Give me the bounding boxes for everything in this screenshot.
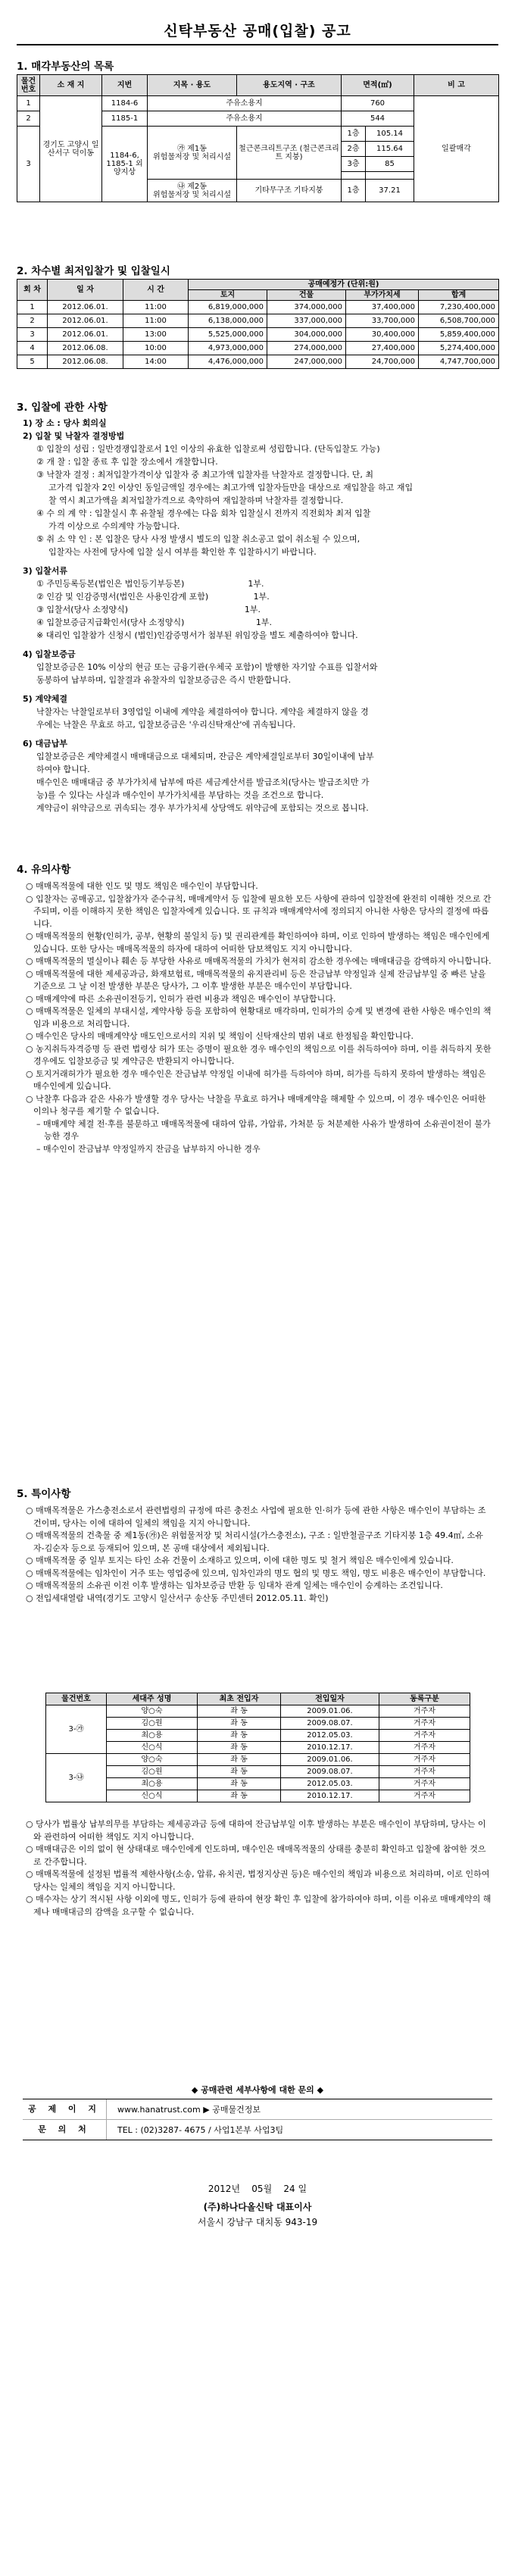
text-line: 3) 입찰서류 — [23, 566, 68, 576]
list-item: ○ 낙찰후 다음과 같은 사유가 발생할 경우 당사는 낙찰을 무효로 하거나 매매계약을 해제할 수 있으며, 이 경우 매수인은 어떠한 이의나 청구를 제기할 수 없습니다. — [26, 1093, 486, 1116]
section2-heading: 2. 차수별 최저입찰가 및 입찰일시 — [17, 265, 170, 277]
table-cell: 2009.08.07. — [281, 1766, 379, 1778]
text-line: ※ 대리인 입찰참가 신청시 (법인)인감증명서가 첨부된 위임장을 별도 제출하여야 합니다. — [36, 630, 358, 640]
text-line: 입찰보증금은 계약체결시 매매대금으로 대체되며, 잔금은 계약체결일로부터 30일이내에 납부 — [36, 752, 374, 761]
table-cell: 37.21 — [366, 180, 414, 202]
list-item: ○ 매매목적물의 현황(인허가, 공부, 현황의 불일치 등) 및 권리관계를 확인하여야 하며, 이로 인하여 발생하는 책임은 매수인에게 있습니다. 또한 당사는 매매목적물의 하자에 대하여 어떠한 담보책임도 지지 아니합니다. — [26, 931, 490, 954]
table-cell: 14:00 — [123, 355, 189, 369]
list-item: ○ 매매목적물에 설정된 법률적 제한사항(소송, 압류, 유치권, 법정지상권 등)은 매수인의 책임과 비용으로 처리하며, 이로 인하여 당사는 일체의 책임을 지지 아니합니다. — [26, 1869, 490, 1892]
table-cell: 거주자 — [379, 1778, 470, 1790]
text-line: ④ 수 의 계 약 : 입찰실시 후 유찰될 경우에는 다음 회차 입찰실시 전까지 직전회차 최저 입찰 — [36, 508, 371, 518]
table-cell: 2012.05.03. — [281, 1778, 379, 1790]
table-cell: 양○숙 — [107, 1754, 198, 1766]
text-line: 능)를 수 있다는 사실과 매수인이 부가가치세를 부담하는 것을 조건으로 합니다. — [36, 790, 324, 800]
text-line: 2) 입찰 및 낙찰자 결정방법 — [23, 431, 125, 441]
header-cell: 비 고 — [414, 75, 499, 96]
text-line: 입찰보증금은 10% 이상의 현금 또는 금융기관(우체국 포함)이 발행한 자기앞 수표를 입찰서와 — [36, 662, 378, 672]
text-line: 계약금이 위약금으로 귀속되는 경우 부가가치세 상당액도 위약금에 포함되는 것으로 봅니다. — [36, 803, 369, 813]
header-cell: 최초 전입자 — [198, 1693, 281, 1705]
group-header-cell: 공매예정가 (단위:원) — [189, 280, 499, 290]
text-line: 4) 입찰보증금 — [23, 649, 76, 659]
table-cell: 1층 — [342, 127, 366, 142]
table-cell: 1184-6, 1185-1 외 양지상 — [102, 127, 148, 202]
text-line: ③ 낙찰자 결정 : 최저입찰가격이상 입찰자 중 최고가액 입찰자를 낙찰자로 결정합니다. 단, 최 — [36, 470, 374, 480]
header-cell: 세대주 성명 — [107, 1693, 198, 1705]
table-cell: 좌 동 — [198, 1766, 281, 1778]
property-list-table — [17, 74, 499, 202]
table-cell: 2009.08.07. — [281, 1718, 379, 1730]
table-cell: 1 — [17, 96, 40, 111]
table-cell: 2010.12.17. — [281, 1790, 379, 1802]
table-cell: 2012.06.08. — [48, 355, 123, 369]
section3-heading: 3. 입찰에 관한 사항 — [17, 402, 108, 414]
text-line: 매수인은 매매대금 중 부가가치세 납부에 따른 세금계산서를 발급조치(당사는 발급조치만 가 — [36, 777, 370, 787]
table-cell: 5,859,400,000 — [419, 328, 499, 342]
header-cell: 면적(㎡) — [342, 75, 414, 96]
table-cell: 3 — [17, 127, 40, 202]
table-cell: 3층 — [342, 157, 366, 172]
section5-heading: 5. 특이사항 — [17, 1488, 71, 1500]
text-line: 하여야 합니다. — [36, 764, 90, 774]
building-use: 위험물저장 및 처리시설 — [153, 190, 231, 199]
list-item: ○ 입찰자는 공매공고, 입찰참가자 준수규칙, 매매계약서 등 입찰에 필요한 모든 사항에 관하여 입찰전에 완전히 이해한 것으로 간주되며, 이를 이해하지 못한 책임은 입찰자에게 있습니다. 또 규칙과 매매계약서에 정의되지 아니한 사항은 당사의 결정에 따릅니다. — [26, 893, 492, 929]
header-cell: 용도지역 · 구조 — [237, 75, 342, 96]
text-line: ② 인감 및 인감증명서(법인은 사용인감계 포함) 1부. — [36, 592, 270, 602]
table-cell: 6,819,000,000 — [189, 301, 267, 314]
list-item: ○ 매매목적물은 일체의 부대시설, 계약사항 등을 포함하여 현황대로 매각하며, 인허가의 승계 및 변경에 관한 사항은 매수인의 책임과 비용으로 처리합니다. — [26, 1006, 492, 1029]
table-cell: 4,747,700,000 — [419, 355, 499, 369]
table-cell: 304,000,000 — [267, 328, 346, 342]
table-cell: 주유소용지 — [148, 111, 342, 127]
header-cell: 지번 — [102, 75, 148, 96]
list-item: ○ 매매목적물의 건축물 중 제1동(㉮)은 위험물저장 및 처리시설(가스충전소), 구조 : 일반철골구조 기타지붕 1층 49.4㎡, 소유자-김순자 등으로 등재되어 있으며, 본 공매 대상에서 제외됩니다. — [26, 1530, 483, 1553]
table-cell: 4,973,000,000 — [189, 342, 267, 355]
text-line: 5) 계약체결 — [23, 694, 68, 704]
table-cell: 4 — [17, 342, 48, 355]
list-item: ○ 매수자는 상기 적시된 사항 이외에 명도, 인허가 등에 관하여 현장 확인 후 입찰에 참가하여야 하며, 이를 이유로 매매계약의 해제나 매매대금의 감액을 요구할 수 없습니다. — [26, 1894, 492, 1917]
table-cell: 3-㉯ — [46, 1754, 107, 1802]
table-cell: 6,508,700,000 — [419, 314, 499, 328]
table-cell: 3 — [17, 328, 48, 342]
contact-label: 공 제 이 지 — [23, 2099, 107, 2119]
list-item: ○ 농지취득자격증명 등 관련 법령상 허가 또는 증명이 필요한 경우 매수인의 책임으로 이를 취득하여야 하며, 이를 취득하지 못한 경우에도 입찰보증금 및 계약금은 반환되지 아니합니다. — [26, 1043, 492, 1066]
table-cell: 양○숙 — [107, 1705, 198, 1718]
table-cell: 최○용 — [107, 1730, 198, 1742]
table-cell: 신○식 — [107, 1742, 198, 1754]
text-line: ③ 입찰서(당사 소정양식) 1부. — [36, 605, 261, 614]
special-notes-list-continued — [23, 1818, 492, 1918]
table-cell: 2012.06.01. — [48, 328, 123, 342]
table-cell: 3-㉮ — [46, 1705, 107, 1754]
list-item: ○ 당사가 법률상 납부의무를 부담하는 제세공과금 등에 대하여 잔금납부일 이후 발생하는 부분은 매수인이 부담하며, 당사는 이와 관련하여 어떠한 책임도 지지 아니합니다. — [26, 1819, 486, 1842]
table-cell: 좌 동 — [198, 1790, 281, 1802]
table-cell: 27,400,000 — [346, 342, 419, 355]
text-line: 우에는 낙찰은 무효로 하고, 입찰보증금은 '우리신탁재산'에 귀속됩니다. — [36, 720, 296, 730]
table-cell: 2 — [17, 111, 40, 127]
text-line: ② 개 찰 : 입찰 종료 후 입찰 장소에서 개찰합니다. — [36, 457, 218, 467]
text-line: 고가격 입찰자 2인 이상인 동일금액일 경우에는 최고가액 입찰자들만을 대상으로 재입찰을 하고 재입 — [48, 483, 414, 492]
table-cell: 105.14 — [366, 127, 414, 142]
table-cell: 거주자 — [379, 1766, 470, 1778]
table-cell — [342, 172, 366, 180]
list-item: ○ 매매목적물의 소유권 이전 이후 발생하는 임차보증금 반환 등 임대차 관계 일체는 매수인이 승계하는 조건입니다. — [26, 1580, 443, 1590]
table-cell: 337,000,000 — [267, 314, 346, 328]
table-cell: 247,000,000 — [267, 355, 346, 369]
table-cell: 374,000,000 — [267, 301, 346, 314]
list-item: – 매수인이 잔금납부 약정일까지 잔금을 납부하지 아니한 경우 — [36, 1143, 261, 1154]
table-cell: 거주자 — [379, 1705, 470, 1718]
building-mark: ㉮ 제1동 — [177, 144, 207, 153]
list-item: ○ 매매계약에 따른 소유권이전등기, 인허가 관련 비용과 책임은 매수인이 부담합니다. — [26, 993, 336, 1004]
text-line: 가격 이상으로 수의계약 가능합니다. — [48, 521, 180, 531]
table-cell: 거주자 — [379, 1718, 470, 1730]
table-cell: 좌 동 — [198, 1718, 281, 1730]
table-cell: 2012.06.08. — [48, 342, 123, 355]
table-cell: 24,700,000 — [346, 355, 419, 369]
list-item: ○ 전입세대열람 내역(경기도 고양시 일산서구 송산동 주민센터 2012.05.11. 확인) — [26, 1593, 329, 1603]
table-cell: 1층 — [342, 180, 366, 202]
table-cell: 6,138,000,000 — [189, 314, 267, 328]
table-cell: 1184-6 — [102, 96, 148, 111]
table-cell: 85 — [366, 157, 414, 172]
notice-date: 2012년 05월 24 일 — [208, 2184, 307, 2194]
table-cell: 5,274,400,000 — [419, 342, 499, 355]
header-cell: 물건번호 — [46, 1693, 107, 1705]
building-use: 위험물저장 및 처리시설 — [153, 152, 231, 161]
text-line: ① 주민등록등본(법인은 법인등기부등본) 1부. — [36, 579, 264, 589]
table-cell: 760 — [342, 96, 414, 111]
header-cell: 전입일자 — [281, 1693, 379, 1705]
list-item: ○ 매매목적물 중 일부 토지는 타인 소유 건물이 소재하고 있으며, 이에 대한 명도 및 철거 책임은 매수인에게 있습니다. — [26, 1555, 454, 1565]
contact-row — [23, 2099, 492, 2120]
table-cell: 37,400,000 — [346, 301, 419, 314]
text-line: 찰 역시 최고가액을 최저입찰가격으로 축약하여 재입찰하며 낙찰자를 결정합니다. — [48, 496, 344, 505]
text-line: ⑤ 취 소 약 인 : 본 입찰은 당사 사정 발생시 별도의 입찰 취소공고 없이 취소될 수 있으며, — [36, 534, 360, 544]
building-use-cell — [148, 127, 237, 180]
text-line: 입찰자는 사전에 당사에 입찰 실시 여부를 확인한 후 입찰하시기 바랍니다. — [48, 547, 317, 557]
table-cell: 7,230,400,000 — [419, 301, 499, 314]
text-line: ① 입찰의 성립 : 일반경쟁입찰로서 1인 이상의 유효한 입찰로써 성립합니다. (단독입찰도 가능) — [36, 444, 380, 454]
website-link[interactable]: www.hanatrust.com ▶ 공매물건정보 — [117, 2105, 261, 2115]
caution-list — [23, 880, 492, 1155]
building-use-cell — [148, 180, 237, 202]
contact-box — [23, 2099, 492, 2140]
text-line: 동봉하여 납부하며, 입찰결과 유찰자의 입찰보증금은 즉시 반환합니다. — [36, 675, 292, 685]
table-cell: 거주자 — [379, 1754, 470, 1766]
header-cell: 부가가치세 — [346, 290, 419, 301]
table-cell: 좌 동 — [198, 1778, 281, 1790]
header-cell: 동록구분 — [379, 1693, 470, 1705]
special-notes-list — [23, 1505, 492, 1605]
table-cell: 274,000,000 — [267, 342, 346, 355]
contact-label: 문 의 처 — [23, 2120, 107, 2140]
contact-row — [23, 2120, 492, 2140]
table-cell: 2009.01.06. — [281, 1705, 379, 1718]
header-cell: 합계 — [419, 290, 499, 301]
table-cell: 거주자 — [379, 1730, 470, 1742]
table-cell: 544 — [342, 111, 414, 127]
table-cell: 5 — [17, 355, 48, 369]
table-cell: 2012.05.03. — [281, 1730, 379, 1742]
header-cell: 토지 — [189, 290, 267, 301]
contact-phone: TEL : (02)3287- 4675 / 사업1본부 사업3팀 — [117, 2125, 284, 2135]
table-cell: 1185-1 — [102, 111, 148, 127]
text-line: 1) 장 소 : 당사 회의실 — [23, 418, 107, 428]
text-line: ④ 입찰보증금지급확인서(당사 소정양식) 1부. — [36, 617, 272, 627]
list-item: ○ 매수인은 당사의 매매계약상 매도인으로서의 지위 및 책임이 신탁재산의 범위 내로 한정됨을 확인합니다. — [26, 1031, 414, 1041]
table-cell: 115.64 — [366, 142, 414, 157]
schedule-table — [17, 279, 499, 369]
table-cell: 11:00 — [123, 301, 189, 314]
table-cell: 철근콘크리트구조 (철근콘크리트 지붕) — [237, 127, 342, 180]
table-cell: 33,700,000 — [346, 314, 419, 328]
table-cell: 2009.01.06. — [281, 1754, 379, 1766]
table-cell: 좌 동 — [198, 1742, 281, 1754]
building-mark: ㉯ 제2동 — [177, 182, 207, 191]
table-cell: 김○원 — [107, 1766, 198, 1778]
table-cell: 2 — [17, 314, 48, 328]
text-line: 낙찰자는 낙찰일로부터 3영업일 이내에 계약을 체결하여야 합니다. 계약을 체결하지 않을 경 — [36, 707, 369, 717]
table-cell: 11:00 — [123, 314, 189, 328]
table-cell: 2층 — [342, 142, 366, 157]
table-cell: 거주자 — [379, 1742, 470, 1754]
header-cell: 물건번호 — [17, 75, 40, 96]
list-item: ○ 매매목적물에는 임차인이 거주 또는 영업중에 있으며, 임차인과의 명도 협의 및 명도 책임, 명도 비용은 매수인이 부담합니다. — [26, 1568, 486, 1578]
table-cell: 5,525,000,000 — [189, 328, 267, 342]
table-cell: 김○원 — [107, 1718, 198, 1730]
table-cell: 1 — [17, 301, 48, 314]
header-cell: 건물 — [267, 290, 346, 301]
table-cell — [366, 172, 414, 180]
header-cell: 일 자 — [48, 280, 123, 301]
list-item: ○ 매매목적물에 대한 제세공과금, 화재보험료, 매매목적물의 유지관리비 등은 잔금납부 약정일과 실제 잔금납부일 중 빠른 날을 기준으로 그 날 이전 발생한 부분은 당사가, 그 이후 발생한 부분은 매수인이 부담합니다. — [26, 968, 486, 991]
table-cell: 좌 동 — [198, 1705, 281, 1718]
header-cell: 소 재 지 — [40, 75, 102, 96]
header-cell: 시 간 — [123, 280, 189, 301]
tenant-table — [45, 1693, 470, 1802]
table-cell: 2010.12.17. — [281, 1742, 379, 1754]
table-cell: 2012.06.01. — [48, 314, 123, 328]
table-cell: 2012.06.01. — [48, 301, 123, 314]
contact-title: ◆ 공매관련 세부사항에 대한 문의 ◆ — [191, 2085, 324, 2095]
issuer-name: (주)하나다올신탁 대표이사 — [203, 2202, 312, 2212]
table-cell: 신○식 — [107, 1790, 198, 1802]
table-cell: 기타무구조 기타지붕 — [237, 180, 342, 202]
table-cell: 주유소용지 — [148, 96, 342, 111]
list-item: ○ 매매목적물에 대한 인도 및 명도 책임은 매수인이 부담합니다. — [26, 881, 258, 891]
text-line: 6) 대금납부 — [23, 739, 68, 749]
title-divider — [17, 44, 498, 45]
table-cell: 거주자 — [379, 1790, 470, 1802]
bidding-terms — [23, 417, 492, 814]
header-cell: 회 차 — [17, 280, 48, 301]
list-item: ○ 매매대금은 이의 없이 현 상태대로 매수인에게 인도하며, 매수인은 매매목적물의 상태를 충분히 확인하고 입찰에 참여한 것으로 간주합니다. — [26, 1844, 486, 1867]
table-cell: 13:00 — [123, 328, 189, 342]
table-cell: 30,400,000 — [346, 328, 419, 342]
section1-heading: 1. 매각부동산의 목록 — [17, 61, 114, 73]
location-cell: 경기도 고양시 일산서구 덕이동 — [40, 96, 102, 202]
issuer-address: 서울시 강남구 대치동 943-19 — [197, 2217, 318, 2227]
table-cell: 4,476,000,000 — [189, 355, 267, 369]
table-cell: 최○용 — [107, 1778, 198, 1790]
list-item: ○ 토지거래허가가 필요한 경우 매수인은 잔금납부 약정일 이내에 허가를 득하여야 하며, 허가를 득하지 못하여 발생하는 책임은 매수인에게 있습니다. — [26, 1068, 486, 1091]
table-cell: 좌 동 — [198, 1730, 281, 1742]
list-item: ○ 매매목적물은 가스충전소로서 관련법령의 규정에 따른 충전소 사업에 필요한 인·허가 등에 관한 사항은 매수인이 부담하는 조건이며, 당사는 이에 대하여 일체의 책임을 지지 아니합니다. — [26, 1505, 486, 1528]
list-item: – 매매계약 체결 전·후를 불문하고 매매목적물에 대하여 압류, 가압류, 가처분 등 처분제한 사유가 발생하여 소유권이전이 불가능한 경우 — [36, 1118, 491, 1141]
table-cell: 10:00 — [123, 342, 189, 355]
table-cell: 좌 동 — [198, 1754, 281, 1766]
list-item: ○ 매매목적물의 멸실이나 훼손 등 부당한 사유로 매매목적물의 가치가 현저히 감소한 경우에는 매매대금을 감액하지 아니합니다. — [26, 956, 492, 966]
header-cell: 지목 · 용도 — [148, 75, 237, 96]
page-title: 신탁부동산 공매(입찰) 공고 — [164, 23, 351, 39]
note-cell: 일괄매각 — [414, 96, 499, 202]
section4-heading: 4. 유의사항 — [17, 864, 71, 876]
